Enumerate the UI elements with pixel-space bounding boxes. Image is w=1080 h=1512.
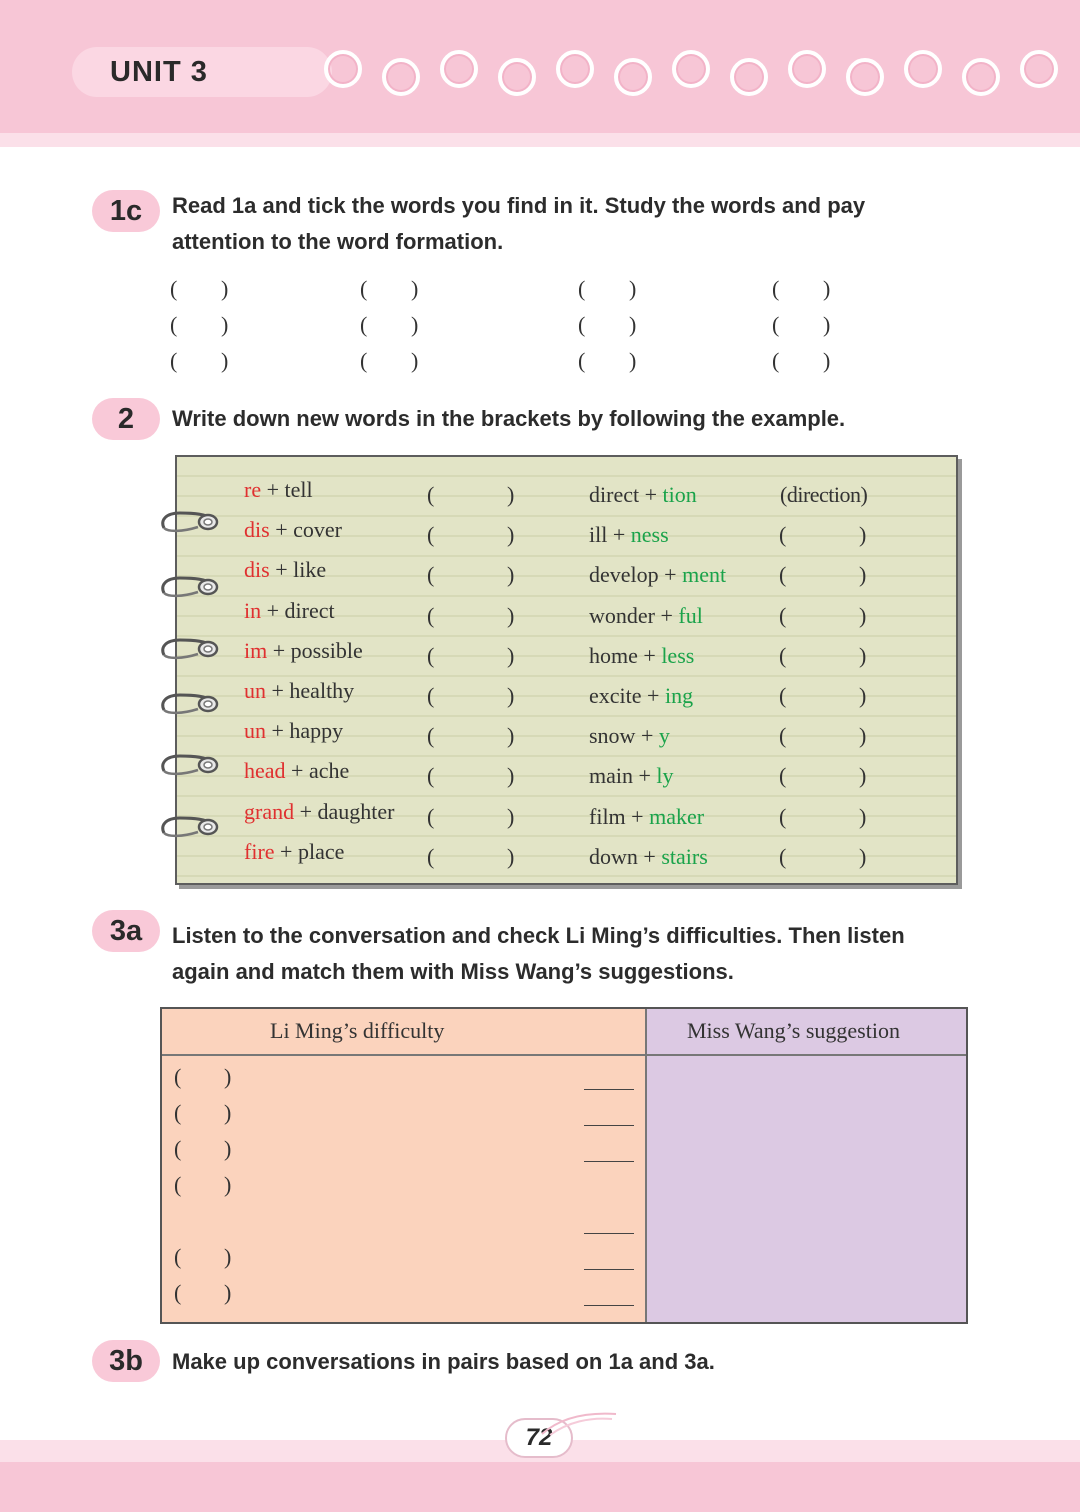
check-box-open: ( [174, 1244, 182, 1269]
answer-open-paren: ( [427, 603, 435, 628]
plus-sign: + [654, 603, 679, 628]
tick-box-open: ( [360, 312, 368, 337]
plus-sign: + [274, 839, 298, 864]
tick-box-open: ( [578, 312, 586, 337]
answer-open-paren: ( [779, 723, 787, 748]
answer-right: (direction) [780, 482, 868, 507]
answer-blank [584, 1100, 634, 1126]
tick-box-open: ( [360, 276, 368, 301]
tick-box-open: ( [578, 348, 586, 373]
suggestion-header: Miss Wang’s suggestion [687, 1018, 900, 1043]
base-word: direct [284, 598, 335, 623]
check-box-close: ) [224, 1136, 232, 1161]
suffix: ing [664, 683, 694, 708]
ring-decoration [846, 58, 884, 96]
suffix: ment [682, 562, 727, 587]
ring-decoration [556, 50, 594, 88]
formation-right-item [589, 763, 674, 789]
base-word: place [297, 839, 345, 864]
answer-blank [584, 1208, 634, 1234]
formation-left-item [244, 638, 363, 664]
answer-open-paren: ( [779, 763, 787, 788]
tick-box-close: ) [629, 276, 637, 301]
plus-sign: + [637, 643, 662, 668]
answer-open-paren: ( [427, 643, 435, 668]
base-word: excite [589, 683, 642, 708]
tick-box-close: ) [411, 348, 419, 373]
check-box-close: ) [224, 1244, 232, 1269]
prefix: dis [244, 557, 270, 582]
answer-open-paren: ( [779, 643, 787, 668]
prefix: in [244, 598, 262, 623]
answer-close-paren: ) [859, 683, 867, 708]
formation-left-item [244, 799, 394, 825]
tick-box-close: ) [221, 312, 229, 337]
formation-right-item [589, 804, 704, 830]
ring-decoration [788, 50, 826, 88]
prefix: un [244, 718, 266, 743]
spiral-ring-icon [158, 753, 220, 777]
difficulty-header: Li Ming’s difficulty [270, 1018, 445, 1043]
base-word: ache [308, 758, 350, 783]
plus-sign: + [294, 799, 318, 824]
suffix: ness [630, 522, 669, 547]
tick-box-open: ( [170, 312, 178, 337]
answer-open-paren: ( [427, 482, 435, 507]
ring-decoration [962, 58, 1000, 96]
formation-left-item [244, 839, 344, 865]
answer-open-paren: ( [427, 522, 435, 547]
answer-open-paren: ( [427, 723, 435, 748]
base-word: wonder [589, 603, 655, 628]
page-number: 72 [525, 1424, 553, 1451]
plus-sign: + [639, 482, 663, 507]
prefix: im [244, 638, 268, 663]
check-box-close: ) [224, 1064, 232, 1089]
formation-right-item [589, 603, 703, 629]
prefix: dis [244, 517, 270, 542]
answer-blank [584, 1280, 634, 1306]
answer-close-paren: ) [507, 522, 515, 547]
plus-sign: + [261, 598, 285, 623]
spiral-ring-icon [158, 637, 220, 661]
instruction-3a-line1: Listen to the conversation and check Li Ming’s difficulties. Then listen [172, 923, 905, 948]
prefix: fire [244, 839, 275, 864]
plus-sign: + [637, 844, 662, 869]
answer-open-paren: ( [427, 844, 435, 869]
check-box-open: ( [174, 1280, 182, 1305]
spiral-ring-icon [158, 510, 220, 534]
instruction-1c-line1: Read 1a and tick the words you find in it. Study the words and pay [172, 193, 866, 218]
answer-close-paren: ) [859, 723, 867, 748]
formation-left-item [244, 678, 354, 704]
spiral-ring-icon [158, 575, 220, 599]
tick-box-close: ) [823, 348, 831, 373]
instruction-2: Write down new words in the brackets by following the example. [172, 406, 846, 431]
answer-open-paren: ( [779, 844, 787, 869]
tick-box-open: ( [360, 348, 368, 373]
answer-open-paren: ( [779, 522, 787, 547]
base-word: direct [589, 482, 640, 507]
instruction-3a-line2: again and match them with Miss Wang’s suggestions. [172, 959, 734, 984]
prefix: grand [244, 799, 295, 824]
tick-box-close: ) [823, 312, 831, 337]
base-word: home [589, 643, 638, 668]
answer-open-paren: ( [427, 763, 435, 788]
answer-open-paren: ( [779, 804, 787, 829]
base-word: like [293, 557, 327, 582]
tick-box-open: ( [772, 276, 780, 301]
base-word: tell [284, 477, 313, 502]
formation-right-item [589, 723, 670, 749]
answer-close-paren: ) [507, 683, 515, 708]
formation-right-item [589, 482, 697, 508]
ring-decoration [440, 50, 478, 88]
tick-box-open: ( [170, 348, 178, 373]
base-word: down [589, 844, 638, 869]
ring-decoration [904, 50, 942, 88]
plus-sign: + [658, 562, 683, 587]
unit-title: UNIT 3 [110, 56, 208, 88]
suffix: stairs [661, 844, 708, 869]
tick-box-close: ) [411, 276, 419, 301]
answer-blank [584, 1244, 634, 1270]
plus-sign: + [625, 804, 650, 829]
tick-box-close: ) [221, 276, 229, 301]
check-box-close: ) [224, 1100, 232, 1125]
plus-sign: + [267, 638, 291, 663]
base-word: develop [589, 562, 659, 587]
answer-open-paren: ( [427, 562, 435, 587]
suffix: less [661, 643, 695, 668]
ring-decoration [730, 58, 768, 96]
check-box-open: ( [174, 1064, 182, 1089]
plus-sign: + [633, 763, 657, 788]
decorative-rings [320, 50, 1080, 100]
formation-left-item [244, 557, 326, 583]
answer-close-paren: ) [859, 844, 867, 869]
tick-box-close: ) [221, 348, 229, 373]
instruction-1c-line2: attention to the word formation. [172, 229, 504, 254]
answer-close-paren: ) [507, 763, 515, 788]
check-box-open: ( [174, 1172, 182, 1197]
tick-box-open: ( [578, 276, 586, 301]
prefix: re [244, 477, 262, 502]
section-badge-2: 2 [92, 398, 160, 440]
answer-close-paren: ) [859, 603, 867, 628]
plus-sign: + [641, 683, 665, 708]
formation-left-item [244, 598, 335, 624]
answer-blank [584, 1136, 634, 1162]
tick-box-open: ( [772, 312, 780, 337]
answer-open-paren: ( [779, 562, 787, 587]
check-box-close: ) [224, 1280, 232, 1305]
check-box-open: ( [174, 1100, 182, 1125]
ring-decoration [498, 58, 536, 96]
base-word: ill [589, 522, 608, 547]
base-word: snow [589, 723, 636, 748]
ring-decoration [382, 58, 420, 96]
base-word: healthy [289, 678, 355, 703]
answer-close-paren: ) [507, 562, 515, 587]
base-word: main [589, 763, 633, 788]
section-badge-3b: 3b [92, 1340, 160, 1382]
answer-close-paren: ) [507, 643, 515, 668]
prefix: head [244, 758, 286, 783]
header-strip [0, 133, 1080, 147]
tick-box-close: ) [411, 312, 419, 337]
plus-sign: + [285, 758, 309, 783]
tick-box-close: ) [629, 348, 637, 373]
answer-open-paren: ( [779, 603, 787, 628]
suffix: y [658, 723, 670, 748]
suffix: tion [662, 482, 697, 507]
plus-sign: + [269, 517, 294, 542]
answer-close-paren: ) [859, 562, 867, 587]
answer-close-paren: ) [859, 763, 867, 788]
tick-box-open: ( [170, 276, 178, 301]
answer-close-paren: ) [507, 482, 515, 507]
formation-right-item [589, 643, 694, 669]
plus-sign: + [266, 678, 290, 703]
answer-close-paren: ) [859, 643, 867, 668]
prefix: un [244, 678, 266, 703]
suffix: ly [656, 763, 674, 788]
difficulty-suggestion-table [160, 1007, 968, 1324]
check-box-open: ( [174, 1136, 182, 1161]
answer-open-paren: ( [779, 683, 787, 708]
plus-sign: + [635, 723, 659, 748]
formation-left-item [244, 517, 342, 543]
tick-box-open: ( [772, 348, 780, 373]
ring-decoration [614, 58, 652, 96]
section-badge-3a: 3a [92, 910, 160, 952]
formation-left-item [244, 758, 349, 784]
check-box-close: ) [224, 1172, 232, 1197]
answer-close-paren: ) [507, 804, 515, 829]
answer-close-paren: ) [859, 804, 867, 829]
base-word: happy [289, 718, 344, 743]
plus-sign: + [269, 557, 294, 582]
plus-sign: + [261, 477, 285, 502]
answer-blank [584, 1064, 634, 1090]
formation-right-item [589, 562, 726, 588]
answer-close-paren: ) [507, 603, 515, 628]
base-word: film [589, 804, 626, 829]
ring-decoration [1020, 50, 1058, 88]
swoosh-decoration-icon [540, 1408, 620, 1438]
base-word: daughter [317, 799, 395, 824]
answer-close-paren: ) [507, 844, 515, 869]
footer-band [0, 1462, 1080, 1512]
answer-close-paren: ) [507, 723, 515, 748]
plus-sign: + [266, 718, 290, 743]
formation-right-item [589, 844, 708, 870]
plus-sign: + [607, 522, 631, 547]
answer-open-paren: ( [427, 683, 435, 708]
spiral-ring-icon [158, 692, 220, 716]
suffix: maker [649, 804, 705, 829]
base-word: cover [293, 517, 342, 542]
tick-box-close: ) [823, 276, 831, 301]
instruction-3b: Make up conversations in pairs based on 1a and 3a. [172, 1349, 715, 1374]
spiral-ring-icon [158, 815, 220, 839]
formation-right-item [589, 683, 693, 709]
formation-left-item [244, 718, 343, 744]
ring-decoration [324, 50, 362, 88]
answer-close-paren: ) [859, 522, 867, 547]
section-badge-1c: 1c [92, 190, 160, 232]
suffix: ful [678, 603, 703, 628]
table-header-divider [162, 1054, 966, 1056]
tick-box-close: ) [629, 312, 637, 337]
formation-left-item [244, 477, 313, 503]
formation-right-item [589, 522, 669, 548]
answer-open-paren: ( [427, 804, 435, 829]
ring-decoration [672, 50, 710, 88]
base-word: possible [290, 638, 363, 663]
